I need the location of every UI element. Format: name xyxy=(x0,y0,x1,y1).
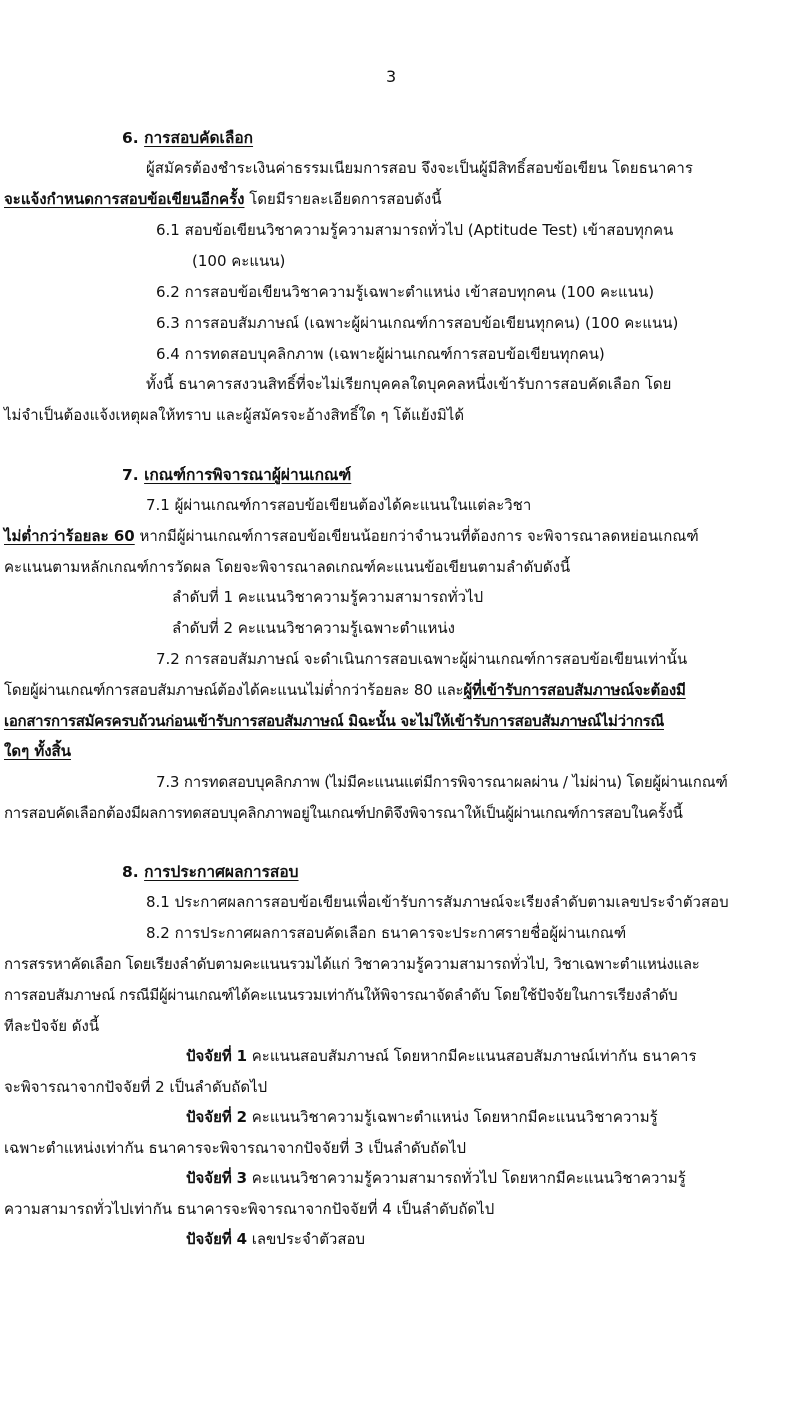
item-8-2-line2: การสรรหาคัดเลือก โดยเรียงลำดับตามคะแนนรวมได้แก่ วิชาความรู้ความสามารถทั่วไป, วิชาเฉพาะตำแหน่งและ xyxy=(4,955,700,973)
section-8-heading xyxy=(122,862,299,883)
section-6-number: 6. xyxy=(122,129,139,147)
factor-3-label: ปัจจัยที่ xyxy=(186,1169,232,1187)
item-8-2-line4: ทีละปัจจัย ดังนี้ xyxy=(4,1017,100,1035)
section-6-exam-schedule-notice: จะแจ้งกำหนดการสอบข้อเขียนอีกครั้ง xyxy=(4,190,245,208)
factor-4-label: ปัจจัยที่ xyxy=(186,1230,232,1248)
factor-4-line1 xyxy=(186,1229,365,1250)
factor-3-text: คะแนนวิชาความรู้ความสามารถทั่วไป โดยหากมีคะแนนวิชาความรู้ xyxy=(247,1169,686,1187)
section-6-heading xyxy=(122,128,253,149)
item-8-2-line1: 8.2 การประกาศผลการสอบคัดเลือก ธนาคารจะประกาศรายชื่อผู้ผ่านเกณฑ์ xyxy=(146,924,627,942)
section-7-number: 7. xyxy=(122,466,139,484)
section-7-title: เกณฑ์การพิจารณาผู้ผ่านเกณฑ์ xyxy=(144,466,352,484)
section-8-title: การประกาศผลการสอบ xyxy=(144,863,299,881)
factor-3-number: 3 xyxy=(236,1169,247,1187)
factor-2-label: ปัจจัยที่ xyxy=(186,1108,232,1126)
section-6-title: การสอบคัดเลือก xyxy=(144,129,254,147)
item-7-2-line4-underlined: ใดๆ ทั้งสิ้น xyxy=(4,742,71,760)
item-6-1-line1: 6.1 สอบข้อเขียนวิชาความรู้ความสามารถทั่วไป (Aptitude Test) เข้าสอบทุกคน xyxy=(156,221,674,239)
item-7-1-min-score: ไม่ต่ำกว่าร้อยละ 60 xyxy=(4,527,135,545)
item-7-2-line4 xyxy=(4,741,71,762)
item-7-1-line3: คะแนนตามหลักเกณฑ์การวัดผล โดยจะพิจารณาลดเกณฑ์คะแนนข้อเขียนตามลำดับดังนี้ xyxy=(4,558,571,576)
item-6-1-line2: (100 คะแนน) xyxy=(192,252,286,270)
item-7-3-line2: การสอบคัดเลือกต้องมีผลการทดสอบบุคลิกภาพอยู่ในเกณฑ์ปกติจึงพิจารณาให้เป็นผู้ผ่านเกณฑ์การสอบในครั้งนี้ xyxy=(4,804,683,822)
item-7-1-line1: 7.1 ผู้ผ่านเกณฑ์การสอบข้อเขียนต้องได้คะแนนในแต่ละวิชา xyxy=(146,496,532,514)
factor-2-line2: เฉพาะตำแหน่งเท่ากัน ธนาคารจะพิจารณาจากปัจจัยที่ 3 เป็นลำดับถัดไป xyxy=(4,1139,467,1157)
section-6-intro-line2-rest: โดยมีรายละเอียดการสอบดังนี้ xyxy=(244,190,442,208)
item-7-3-line1: 7.3 การทดสอบบุคลิกภาพ (ไม่มีคะแนนแต่มีการพิจารณาผลผ่าน / ไม่ผ่าน) โดยผู้ผ่านเกณฑ์ xyxy=(156,773,728,791)
factor-1-text: คะแนนสอบสัมภาษณ์ โดยหากมีคะแนนสอบสัมภาษณ์เท่ากัน ธนาคาร xyxy=(247,1047,697,1065)
order-1: ลำดับที่ 1 คะแนนวิชาความรู้ความสามารถทั่วไป xyxy=(172,588,484,606)
factor-2-line1 xyxy=(186,1107,658,1128)
item-7-2-line2-underlined: ผู้ที่เข้ารับการสอบสัมภาษณ์จะต้องมี xyxy=(463,681,686,699)
page-number: 3 xyxy=(386,67,397,86)
factor-3-line1 xyxy=(186,1168,686,1189)
factor-1-line1 xyxy=(186,1046,697,1067)
factor-2-number: 2 xyxy=(236,1108,247,1126)
section-6-intro-line2 xyxy=(4,189,441,210)
factor-1-label: ปัจจัยที่ xyxy=(186,1047,232,1065)
section-6-intro-line1: ผู้สมัครต้องชำระเงินค่าธรรมเนียมการสอบ จึงจะเป็นผู้มีสิทธิ์สอบข้อเขียน โดยธนาคาร xyxy=(146,159,693,177)
item-7-1-line2 xyxy=(4,526,699,547)
factor-4-number: 4 xyxy=(236,1230,247,1248)
section-7-heading xyxy=(122,465,351,486)
factor-4-text: เลขประจำตัวสอบ xyxy=(247,1230,366,1248)
item-8-2-line3: การสอบสัมภาษณ์ กรณีมีผู้ผ่านเกณฑ์ได้คะแนนรวมเท่ากันให้พิจารณาจัดลำดับ โดยใช้ปัจจัยในการเรียงลำดับ xyxy=(4,986,678,1004)
factor-2-text: คะแนนวิชาความรู้เฉพาะตำแหน่ง โดยหากมีคะแนนวิชาความรู้ xyxy=(247,1108,658,1126)
factor-1-number: 1 xyxy=(236,1047,247,1065)
item-7-2-line2 xyxy=(4,680,686,701)
factor-3-line2: ความสามารถทั่วไปเท่ากัน ธนาคารจะพิจารณาจากปัจจัยที่ 4 เป็นลำดับถัดไป xyxy=(4,1200,495,1218)
item-6-3: 6.3 การสอบสัมภาษณ์ (เฉพาะผู้ผ่านเกณฑ์การสอบข้อเขียนทุกคน) (100 คะแนน) xyxy=(156,314,679,332)
section-6-note-line1: ทั้งนี้ ธนาคารสงวนสิทธิ์ที่จะไม่เรียกบุคคลใดบุคคลหนึ่งเข้ารับการสอบคัดเลือก โดย xyxy=(146,375,672,393)
item-8-1: 8.1 ประกาศผลการสอบข้อเขียนเพื่อเข้ารับการสัมภาษณ์จะเรียงลำดับตามเลขประจำตัวสอบ xyxy=(146,893,729,911)
item-7-2-line1: 7.2 การสอบสัมภาษณ์ จะดำเนินการสอบเฉพาะผู้ผ่านเกณฑ์การสอบข้อเขียนเท่านั้น xyxy=(156,650,688,668)
order-2: ลำดับที่ 2 คะแนนวิชาความรู้เฉพาะตำแหน่ง xyxy=(172,619,455,637)
factor-1-line2: จะพิจารณาจากปัจจัยที่ 2 เป็นลำดับถัดไป xyxy=(4,1078,268,1096)
item-6-4: 6.4 การทดสอบบุคลิกภาพ (เฉพาะผู้ผ่านเกณฑ์การสอบข้อเขียนทุกคน) xyxy=(156,345,605,363)
item-7-2-line3-underlined: เอกสารการสมัครครบถ้วนก่อนเข้ารับการสอบสัมภาษณ์ มิฉะนั้น จะไม่ให้เข้ารับการสอบสัมภาษณ์ไม่ว่ากรณี xyxy=(4,712,664,730)
item-6-2: 6.2 การสอบข้อเขียนวิชาความรู้เฉพาะตำแหน่ง เข้าสอบทุกคน (100 คะแนน) xyxy=(156,283,655,301)
item-7-2-line2-start: โดยผู้ผ่านเกณฑ์การสอบสัมภาษณ์ต้องได้คะแนนไม่ต่ำกว่าร้อยละ 80 และ xyxy=(4,681,464,699)
item-7-1-line2-rest: หากมีผู้ผ่านเกณฑ์การสอบข้อเขียนน้อยกว่าจำนวนที่ต้องการ จะพิจารณาลดหย่อนเกณฑ์ xyxy=(134,527,699,545)
item-7-2-line3 xyxy=(4,711,664,732)
section-6-note-line2: ไม่จำเป็นต้องแจ้งเหตุผลให้ทราบ และผู้สมัครจะอ้างสิทธิ์ใด ๆ โต้แย้งมิได้ xyxy=(4,406,465,424)
section-8-number: 8. xyxy=(122,863,139,881)
